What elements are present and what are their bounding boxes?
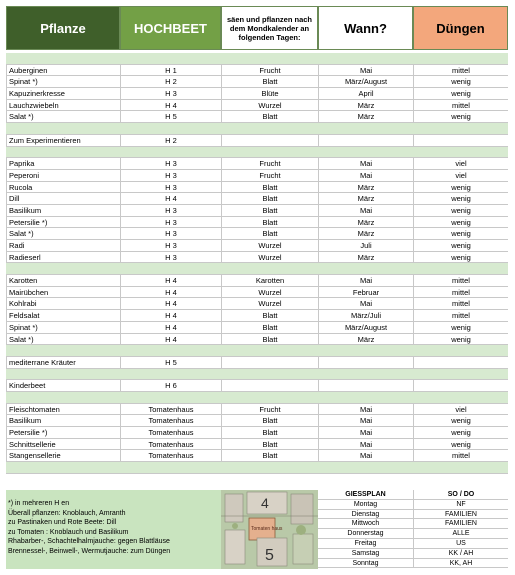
cell-tag: Blatt	[221, 193, 318, 205]
cell-hochbeet: H 3	[120, 88, 221, 100]
giessplan-rows	[318, 500, 508, 569]
cell-wann	[318, 357, 413, 369]
giessplan-row	[318, 549, 508, 559]
header-mondkalender: säen und pflanzen nach dem Mondkalender an folgenden Tagen:	[221, 6, 318, 50]
cell-hochbeet: H 3	[120, 205, 221, 217]
cell-hochbeet: H 1	[120, 65, 221, 77]
cell-hochbeet: H 3	[120, 228, 221, 240]
cell-wann: März/August	[318, 76, 413, 88]
table-row	[6, 334, 508, 346]
cell-duengen: wenig	[413, 111, 508, 123]
giessplan-assignee: FAMILIEN	[413, 519, 508, 529]
cell-duengen	[413, 263, 508, 275]
cell-hochbeet: Tomatenhaus	[120, 427, 221, 439]
separator-row	[6, 462, 508, 474]
cell-hochbeet: H 2	[120, 135, 221, 147]
cell-duengen: mittel	[413, 287, 508, 299]
cell-hochbeet: H 5	[120, 111, 221, 123]
cell-tag: Wurzel	[221, 252, 318, 264]
cell-duengen	[413, 392, 508, 404]
table-row	[6, 298, 508, 310]
cell-tag	[221, 380, 318, 392]
table-row	[6, 217, 508, 229]
separator-row	[6, 53, 508, 65]
cell-tag	[221, 357, 318, 369]
cell-wann	[318, 369, 413, 381]
cell-pflanze	[6, 369, 120, 381]
note-line: zu Tomaten : Knoblauch und Basilikum	[8, 528, 129, 536]
cell-wann: Mai	[318, 275, 413, 287]
cell-pflanze: Radieserl	[6, 252, 120, 264]
cell-hochbeet: H 5	[120, 357, 221, 369]
cell-tag	[221, 147, 318, 159]
cell-duengen: wenig	[413, 228, 508, 240]
giessplan-day: Montag	[318, 500, 413, 510]
table-row	[6, 252, 508, 264]
cell-tag: Blatt	[221, 415, 318, 427]
cell-pflanze: Salat *)	[6, 334, 120, 346]
table-row	[6, 439, 508, 451]
cell-duengen	[413, 357, 508, 369]
cell-tag	[221, 345, 318, 357]
cell-duengen: mittel	[413, 310, 508, 322]
cell-tag: Blatt	[221, 76, 318, 88]
giessplan-title: GIESSPLAN	[318, 490, 413, 500]
cell-pflanze: Karotten	[6, 275, 120, 287]
header-pflanze: Pflanze	[6, 6, 120, 50]
table-row	[6, 76, 508, 88]
cell-tag: Blatt	[221, 427, 318, 439]
giessplan-assignee: KK / AH	[413, 549, 508, 559]
giessplan-assignee: US	[413, 539, 508, 549]
cell-duengen	[413, 53, 508, 65]
cell-duengen: wenig	[413, 334, 508, 346]
cell-hochbeet: H 6	[120, 380, 221, 392]
cell-duengen	[413, 369, 508, 381]
cell-wann	[318, 123, 413, 135]
cell-hochbeet: H 3	[120, 252, 221, 264]
cell-wann: Mai	[318, 427, 413, 439]
cell-tag: Blüte	[221, 88, 318, 100]
cell-hochbeet: H 3	[120, 217, 221, 229]
cell-hochbeet: H 3	[120, 240, 221, 252]
giessplan-day: Donnerstag	[318, 529, 413, 539]
cell-pflanze: Stangensellerie	[6, 450, 120, 462]
separator-row	[6, 123, 508, 135]
cell-hochbeet: H 2	[120, 76, 221, 88]
cell-duengen	[413, 462, 508, 474]
cell-hochbeet: H 4	[120, 100, 221, 112]
cell-tag	[221, 392, 318, 404]
table-row	[6, 135, 508, 147]
note-line: zu Pastinaken und Rote Beete: Dill	[8, 519, 117, 527]
cell-tag: Blatt	[221, 439, 318, 451]
cell-duengen	[413, 380, 508, 392]
cell-hochbeet: Tomatenhaus	[120, 415, 221, 427]
cell-pflanze	[6, 345, 120, 357]
table-row	[6, 111, 508, 123]
giessplan-row	[318, 510, 508, 520]
cell-wann: Mai	[318, 158, 413, 170]
cell-hochbeet: Tomatenhaus	[120, 404, 221, 416]
cell-tag	[221, 369, 318, 381]
giessplan-day: Samstag	[318, 549, 413, 559]
cell-hochbeet: H 3	[120, 182, 221, 194]
cell-hochbeet: H 4	[120, 322, 221, 334]
bottom-section	[6, 490, 508, 569]
table-row	[6, 404, 508, 416]
cell-wann: März	[318, 193, 413, 205]
cell-pflanze: Schnittsellerie	[6, 439, 120, 451]
separator-row	[6, 369, 508, 381]
cell-wann: Mai	[318, 415, 413, 427]
cell-pflanze	[6, 123, 120, 135]
cell-wann: April	[318, 88, 413, 100]
note-line: Brennessel-, Beinwell-, Wermutjauche: zum Düngen	[8, 547, 171, 555]
cell-pflanze: Auberginen	[6, 65, 120, 77]
cell-pflanze: Petersilie *)	[6, 217, 120, 229]
separator-row	[6, 263, 508, 275]
cell-pflanze: Spinat *)	[6, 76, 120, 88]
cell-wann: März/Juli	[318, 310, 413, 322]
cell-pflanze: Kapuzinerkresse	[6, 88, 120, 100]
cell-tag	[221, 462, 318, 474]
table-row	[6, 287, 508, 299]
cell-tag: Frucht	[221, 158, 318, 170]
cell-wann: März	[318, 217, 413, 229]
cell-duengen	[413, 147, 508, 159]
giessplan-assignee: ALLE	[413, 529, 508, 539]
table-row	[6, 193, 508, 205]
giessplan-day: Mittwoch	[318, 519, 413, 529]
cell-hochbeet: H 3	[120, 170, 221, 182]
cell-hochbeet: Tomatenhaus	[120, 439, 221, 451]
cell-tag: Blatt	[221, 450, 318, 462]
table-row	[6, 240, 508, 252]
cell-duengen: viel	[413, 170, 508, 182]
cell-wann	[318, 345, 413, 357]
giessplan-day: Freitag	[318, 539, 413, 549]
cell-tag	[221, 123, 318, 135]
cell-wann	[318, 53, 413, 65]
cell-pflanze	[6, 263, 120, 275]
cell-duengen: wenig	[413, 252, 508, 264]
note-line: Überall pflanzen: Knoblauch, Amranth	[8, 509, 126, 517]
cell-pflanze: Peperoni	[6, 170, 120, 182]
cell-tag	[221, 135, 318, 147]
cell-pflanze: Lauchzwiebeln	[6, 100, 120, 112]
cell-wann	[318, 380, 413, 392]
cell-wann: März/August	[318, 322, 413, 334]
cell-pflanze	[6, 53, 120, 65]
cell-duengen: wenig	[413, 415, 508, 427]
giessplan-subtitle: SO / DO	[413, 490, 508, 500]
cell-tag: Blatt	[221, 310, 318, 322]
cell-wann: März	[318, 182, 413, 194]
separator-row	[6, 147, 508, 159]
cell-pflanze: Zum Experimentieren	[6, 135, 120, 147]
giessplan-row	[318, 559, 508, 569]
map-label-5: 5	[265, 547, 274, 564]
cell-duengen: mittel	[413, 275, 508, 287]
cell-hochbeet: H 4	[120, 310, 221, 322]
cell-tag: Blatt	[221, 228, 318, 240]
cell-wann: Mai	[318, 205, 413, 217]
table-row	[6, 205, 508, 217]
cell-pflanze	[6, 147, 120, 159]
giessplan-assignee: FAMILIEN	[413, 510, 508, 520]
cell-wann: März	[318, 100, 413, 112]
cell-duengen: wenig	[413, 217, 508, 229]
cell-tag: Karotten	[221, 275, 318, 287]
cell-wann	[318, 263, 413, 275]
giessplan-header	[318, 490, 508, 500]
cell-wann	[318, 147, 413, 159]
cell-wann: März	[318, 252, 413, 264]
map-label-tomatenhaus: Tomaten haus	[251, 526, 283, 532]
cell-tag: Wurzel	[221, 100, 318, 112]
cell-duengen: viel	[413, 158, 508, 170]
garden-map-drawing	[221, 490, 318, 569]
cell-hochbeet: H 4	[120, 334, 221, 346]
cell-pflanze: Mairübchen	[6, 287, 120, 299]
cell-duengen: wenig	[413, 322, 508, 334]
cell-hochbeet: H 4	[120, 287, 221, 299]
cell-pflanze: Radi	[6, 240, 120, 252]
cell-wann: Mai	[318, 65, 413, 77]
cell-wann: Mai	[318, 298, 413, 310]
cell-wann: Mai	[318, 404, 413, 416]
giessplan-assignee: KK, AH	[413, 559, 508, 569]
cell-wann: Juli	[318, 240, 413, 252]
cell-hochbeet: H 3	[120, 158, 221, 170]
cell-wann	[318, 392, 413, 404]
cell-pflanze: Dill	[6, 193, 120, 205]
table-row	[6, 450, 508, 462]
cell-duengen: mittel	[413, 298, 508, 310]
cell-duengen: wenig	[413, 439, 508, 451]
header-wann: Wann?	[318, 6, 413, 50]
cell-pflanze: Basilikum	[6, 415, 120, 427]
notes-box	[6, 490, 221, 569]
giessplan-day: Dienstag	[318, 510, 413, 520]
cell-duengen: mittel	[413, 65, 508, 77]
table-row	[6, 322, 508, 334]
table-row	[6, 100, 508, 112]
cell-wann	[318, 462, 413, 474]
cell-pflanze: Salat *)	[6, 111, 120, 123]
cell-pflanze: Kohlrabi	[6, 298, 120, 310]
cell-pflanze: Salat *)	[6, 228, 120, 240]
cell-duengen: viel	[413, 404, 508, 416]
cell-pflanze: Basilikum	[6, 205, 120, 217]
table-row	[6, 310, 508, 322]
table-row	[6, 228, 508, 240]
header-hochbeet: HOCHBEET	[120, 6, 221, 50]
planting-table	[6, 6, 508, 569]
cell-hochbeet	[120, 345, 221, 357]
table-body	[6, 53, 508, 474]
cell-wann: März	[318, 334, 413, 346]
garden-map-sketch	[221, 490, 318, 569]
cell-pflanze: mediterrane Kräuter	[6, 357, 120, 369]
cell-duengen	[413, 345, 508, 357]
table-row	[6, 415, 508, 427]
header-duengen: Düngen	[413, 6, 508, 50]
cell-duengen: wenig	[413, 193, 508, 205]
cell-tag: Blatt	[221, 182, 318, 194]
cell-duengen: wenig	[413, 427, 508, 439]
giessplan-assignee: NF	[413, 500, 508, 510]
cell-pflanze: Kinderbeet	[6, 380, 120, 392]
cell-tag	[221, 263, 318, 275]
giessplan-table	[318, 490, 508, 569]
cell-tag: Blatt	[221, 334, 318, 346]
cell-wann: März	[318, 228, 413, 240]
cell-tag	[221, 53, 318, 65]
cell-duengen: wenig	[413, 88, 508, 100]
cell-pflanze: Rucola	[6, 182, 120, 194]
cell-tag: Wurzel	[221, 287, 318, 299]
note-line: Rhabarber-, Schachtelhalmjauche: gegen Blattläuse	[8, 538, 170, 546]
cell-pflanze	[6, 392, 120, 404]
cell-hochbeet	[120, 147, 221, 159]
table-row	[6, 88, 508, 100]
giessplan-day: Sonntag	[318, 559, 413, 569]
table-row	[6, 357, 508, 369]
table-row	[6, 65, 508, 77]
separator-row	[6, 392, 508, 404]
cell-hochbeet	[120, 123, 221, 135]
cell-duengen	[413, 123, 508, 135]
cell-tag: Blatt	[221, 322, 318, 334]
cell-hochbeet	[120, 462, 221, 474]
cell-wann: Mai	[318, 439, 413, 451]
cell-duengen: wenig	[413, 76, 508, 88]
table-row	[6, 158, 508, 170]
separator-row	[6, 345, 508, 357]
table-row	[6, 275, 508, 287]
cell-hochbeet	[120, 53, 221, 65]
cell-hochbeet: H 4	[120, 298, 221, 310]
cell-tag: Wurzel	[221, 298, 318, 310]
cell-tag: Blatt	[221, 217, 318, 229]
cell-pflanze	[6, 462, 120, 474]
cell-hochbeet	[120, 392, 221, 404]
cell-pflanze: Fleischtomaten	[6, 404, 120, 416]
cell-wann: Mai	[318, 450, 413, 462]
cell-hochbeet: Tomatenhaus	[120, 450, 221, 462]
cell-wann: Mai	[318, 170, 413, 182]
cell-tag: Frucht	[221, 404, 318, 416]
cell-duengen: wenig	[413, 205, 508, 217]
map-label-4: 4	[261, 495, 269, 511]
cell-wann: Februar	[318, 287, 413, 299]
cell-pflanze: Feldsalat	[6, 310, 120, 322]
table-row	[6, 170, 508, 182]
cell-tag: Blatt	[221, 111, 318, 123]
giessplan-row	[318, 519, 508, 529]
cell-pflanze: Petersilie *)	[6, 427, 120, 439]
cell-duengen	[413, 135, 508, 147]
cell-pflanze: Paprika	[6, 158, 120, 170]
cell-tag: Wurzel	[221, 240, 318, 252]
table-row	[6, 427, 508, 439]
table-row	[6, 182, 508, 194]
cell-tag: Frucht	[221, 170, 318, 182]
cell-hochbeet: H 4	[120, 193, 221, 205]
giessplan-row	[318, 539, 508, 549]
cell-pflanze: Spinat *)	[6, 322, 120, 334]
cell-hochbeet	[120, 263, 221, 275]
cell-wann: März	[318, 111, 413, 123]
giessplan-row	[318, 529, 508, 539]
cell-duengen: mittel	[413, 100, 508, 112]
cell-duengen: wenig	[413, 240, 508, 252]
cell-wann	[318, 135, 413, 147]
cell-duengen: mittel	[413, 450, 508, 462]
note-line: *) in mehreren H en	[8, 500, 70, 507]
cell-tag: Frucht	[221, 65, 318, 77]
cell-duengen: wenig	[413, 182, 508, 194]
table-row	[6, 380, 508, 392]
cell-tag: Blatt	[221, 205, 318, 217]
cell-hochbeet	[120, 369, 221, 381]
giessplan-row	[318, 500, 508, 510]
cell-hochbeet: H 4	[120, 275, 221, 287]
